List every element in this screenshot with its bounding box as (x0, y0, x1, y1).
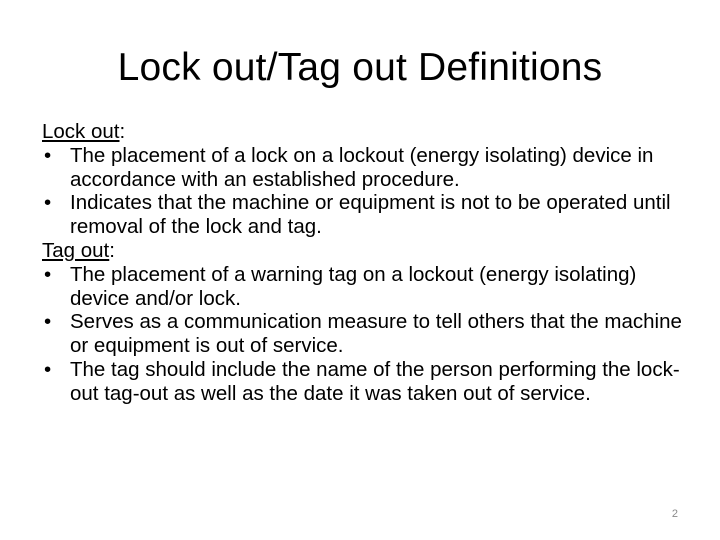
bullet-item (42, 358, 682, 406)
bullet-item (42, 144, 682, 192)
section-heading-label: Lock out (42, 120, 120, 143)
bullet-item (42, 263, 682, 311)
bullet-text: Indicates that the machine or equipment is not to be operated until removal of the lock and tag. (70, 191, 671, 239)
lock-out-bullets (42, 144, 682, 239)
bullet-text: The tag should include the name of the person performing the lock-out tag-out as well as the date it was taken out of service. (70, 357, 680, 405)
bullet-glyph: • (44, 262, 52, 286)
page-number: 2 (671, 508, 678, 520)
bullet-item (42, 310, 682, 358)
heading-colon: : (109, 238, 115, 262)
bullet-glyph: • (44, 191, 52, 215)
bullet-glyph: • (44, 310, 52, 334)
tag-out-bullets (42, 263, 682, 406)
bullet-item (42, 191, 682, 239)
section-heading-tag-out (42, 239, 682, 263)
heading-colon: : (119, 120, 126, 143)
section-heading-lock-out (42, 120, 682, 144)
bullet-text: Serves as a communication measure to tell others that the machine or equipment is out of service. (70, 310, 682, 358)
bullet-text: The placement of a lock on a lockout (energy isolating) device in accordance with an established procedure. (70, 143, 654, 191)
bullet-glyph: • (44, 143, 52, 167)
slide-title: Lock out/Tag out Definitions (117, 46, 603, 89)
section-heading-label: Tag out (42, 238, 110, 262)
bullet-glyph: • (44, 357, 52, 381)
bullet-text: The placement of a warning tag on a lockout (energy isolating) device and/or lock. (70, 262, 637, 310)
slide-content (42, 120, 682, 406)
